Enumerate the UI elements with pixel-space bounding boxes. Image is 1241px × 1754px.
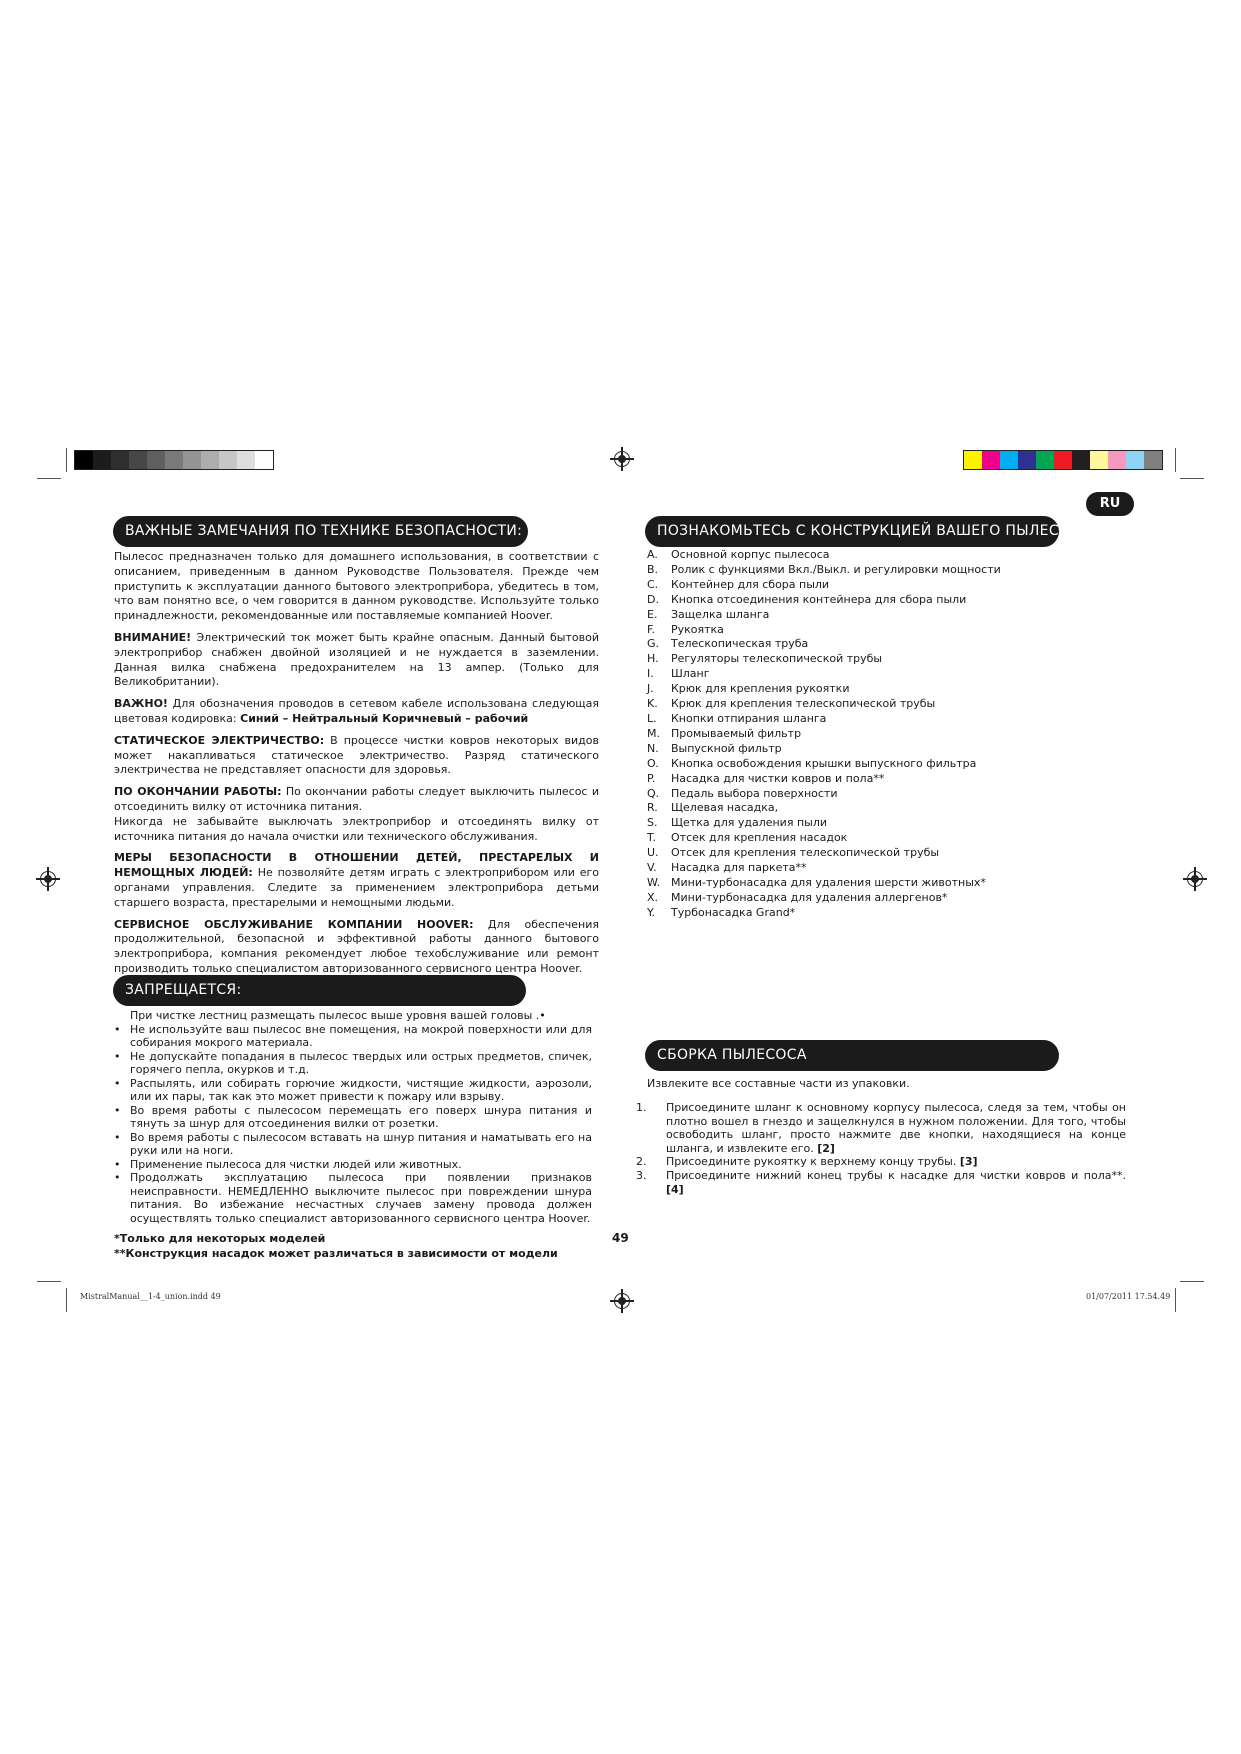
part-item bbox=[647, 593, 1167, 608]
color-swatch bbox=[111, 451, 129, 469]
figure-reference: [4] bbox=[666, 1182, 684, 1196]
part-item bbox=[647, 906, 1167, 921]
color-swatch bbox=[1036, 451, 1054, 469]
part-letter: P. bbox=[647, 771, 656, 785]
part-letter: G. bbox=[647, 637, 660, 651]
language-badge: RU bbox=[1086, 492, 1134, 516]
part-label: Защелка шланга bbox=[671, 607, 770, 621]
part-label: Крюк для крепления телескопической трубы bbox=[671, 697, 936, 711]
registration-mark-icon bbox=[1187, 871, 1203, 887]
slug-timestamp: 01/07/2011 17.54.49 bbox=[1086, 1292, 1171, 1301]
page-number: 49 bbox=[612, 1231, 629, 1245]
footnote-2: **Конструкция насадок может различаться в зависимости от модели bbox=[114, 1246, 558, 1260]
part-letter: S. bbox=[647, 816, 658, 830]
color-swatch bbox=[1144, 451, 1162, 469]
crop-mark bbox=[66, 1288, 67, 1312]
part-item bbox=[647, 891, 1167, 906]
part-letter: W. bbox=[647, 875, 661, 889]
part-letter: N. bbox=[647, 741, 659, 755]
part-letter: U. bbox=[647, 846, 659, 860]
color-swatch bbox=[93, 451, 111, 469]
figure-reference: [2] bbox=[817, 1141, 835, 1155]
crop-mark bbox=[1175, 1288, 1176, 1312]
part-item bbox=[647, 697, 1167, 712]
part-label: Телескопическая труба bbox=[671, 637, 809, 651]
part-item bbox=[647, 861, 1167, 876]
crop-mark bbox=[37, 478, 61, 479]
color-swatch bbox=[1054, 451, 1072, 469]
forbidden-item: • Применение пылесоса для чистки людей или животных. bbox=[114, 1158, 592, 1172]
part-letter: I. bbox=[647, 667, 654, 681]
part-label: Кнопки отпирания шланга bbox=[671, 711, 827, 725]
assembly-heading: СБОРКА ПЫЛЕСОСА bbox=[645, 1040, 1059, 1071]
grayscale-calibration-strip bbox=[74, 450, 274, 470]
parts-heading: ПОЗНАКОМЬТЕСЬ С КОНСТРУКЦИЕЙ ВАШЕГО ПЫЛЕСОСА bbox=[645, 516, 1059, 547]
forbidden-item: • Не используйте ваш пылесос вне помещения, на мокрой поверхности или для собирания мокрого материала. bbox=[114, 1023, 592, 1050]
part-item bbox=[647, 787, 1167, 802]
part-label: Щетка для удаления пыли bbox=[671, 816, 828, 830]
part-label: Выпускной фильтр bbox=[671, 741, 782, 755]
forbidden-item: • Во время работы с пылесосом вставать на шнур питания и наматывать его на руки или на ноги. bbox=[114, 1131, 592, 1158]
warning-label: ВНИМАНИЕ! bbox=[114, 630, 192, 644]
color-swatch bbox=[982, 451, 1000, 469]
part-letter: E. bbox=[647, 607, 658, 621]
part-item bbox=[647, 831, 1167, 846]
step-number: 2. bbox=[636, 1155, 647, 1169]
color-swatch bbox=[1018, 451, 1036, 469]
part-item bbox=[647, 637, 1167, 652]
part-item bbox=[647, 757, 1167, 772]
part-letter: X. bbox=[647, 890, 659, 904]
end-of-work-paragraph: ПО ОКОНЧАНИИ РАБОТЫ: По окончании работы следует выключить пылесос и отсоединить вилку от источника питания. bbox=[114, 785, 600, 813]
static-paragraph: СТАТИЧЕСКОЕ ЭЛЕКТРИЧЕСТВО: В процессе чистки ковров некоторых видов может накапливаться статическое электричество. Разряд статического электричества не представляет опасности для здоровья. bbox=[114, 733, 599, 777]
part-item bbox=[647, 727, 1167, 742]
forbidden-item: • Не допускайте попадания в пылесос твердых или острых предметов, спичек, горячего пепла, окурков и т.д. bbox=[114, 1050, 592, 1077]
footnote-1: *Только для некоторых моделей bbox=[114, 1232, 326, 1245]
part-label: Промываемый фильтр bbox=[671, 726, 802, 740]
service-paragraph: СЕРВИСНОЕ ОБСЛУЖИВАНИЕ КОМПАНИИ HOOVER: Для обеспечения продолжительной, безопасной и эффективной работы данного бытового электроприбора, компания рекомендует любое техобслуживание или ремонт производить только специалистом авторизованного сервисного центра Hoover. bbox=[114, 917, 599, 975]
part-letter: D. bbox=[647, 592, 659, 606]
part-item bbox=[647, 801, 1167, 816]
color-swatch bbox=[219, 451, 237, 469]
forbidden-item: • Распылять, или собирать горючие жидкости, чистящие жидкости, аэрозоли, или их пары, так как это может привести к пожару или взрыву. bbox=[114, 1077, 592, 1104]
part-letter: Q. bbox=[647, 786, 660, 800]
safety-section bbox=[114, 550, 599, 984]
footnotes bbox=[114, 1232, 558, 1261]
warning-paragraph: ВНИМАНИЕ! Электрический ток может быть крайне опасным. Данный бытовой электроприбор снабжен двойной изоляцией и не нуждается в заземлении. Данная вилка снабжена предохранителем на 13 ампер. (Только для Великобритании). bbox=[114, 630, 599, 689]
part-label: Регуляторы телескопической трубы bbox=[671, 652, 883, 666]
part-label: Щелевая насадка, bbox=[671, 801, 779, 815]
step-text: Присоедините рукоятку к верхнему концу трубы. [3] bbox=[666, 1155, 978, 1169]
color-swatch bbox=[129, 451, 147, 469]
forbidden-item: • Во время работы с пылесосом перемещать его поверх шнура питания и тянуть за шнур для отсоединения вилки от розетки. bbox=[114, 1104, 592, 1131]
part-letter: C. bbox=[647, 577, 659, 591]
forbidden-item: При чистке лестниц размещать пылесос выше уровня вашей головы .• bbox=[130, 1009, 546, 1022]
service-label: СЕРВИСНОЕ ОБСЛУЖИВАНИЕ КОМПАНИИ HOOVER: bbox=[114, 917, 474, 931]
part-item bbox=[647, 608, 1167, 623]
static-label: СТАТИЧЕСКОЕ ЭЛЕКТРИЧЕСТВО: bbox=[114, 733, 325, 747]
part-label: Педаль выбора поверхности bbox=[671, 786, 838, 800]
step-text: Присоедините шланг к основному корпусу пылесоса, следя за тем, чтобы он плотно вошел в гнездо и защелкнулся в нужном положении. Для того, чтобы освободить шланг, просто нажмите две кнопки, находящиеся на конце шланга, и извлеките его. [2] bbox=[666, 1101, 1126, 1155]
part-letter: Y. bbox=[647, 905, 655, 919]
part-letter: M. bbox=[647, 726, 660, 740]
part-item bbox=[647, 712, 1167, 727]
part-label: Отсек для крепления телескопической трубы bbox=[671, 846, 940, 860]
part-item bbox=[647, 667, 1167, 682]
slug-file-info: MistralManual__1-4_union.indd 49 bbox=[80, 1292, 221, 1301]
part-label: Контейнер для сбора пыли bbox=[671, 577, 830, 591]
part-letter: T. bbox=[647, 831, 656, 845]
registration-mark-icon bbox=[614, 451, 630, 467]
color-calibration-strip bbox=[963, 450, 1163, 470]
part-item bbox=[647, 772, 1167, 787]
figure-reference: [3] bbox=[959, 1155, 978, 1169]
part-letter: R. bbox=[647, 801, 658, 815]
step-text: Присоедините нижний конец трубы к насадке для чистки ковров и пола**. [4] bbox=[666, 1168, 1126, 1196]
color-swatch bbox=[1108, 451, 1126, 469]
color-swatch bbox=[165, 451, 183, 469]
crop-mark bbox=[1175, 448, 1176, 472]
assembly-section bbox=[636, 1101, 1126, 1196]
part-item bbox=[647, 846, 1167, 861]
end-label: ПО ОКОНЧАНИИ РАБОТЫ: bbox=[114, 785, 282, 799]
part-letter: K. bbox=[647, 697, 658, 711]
part-label: Насадка для чистки ковров и пола** bbox=[671, 771, 885, 785]
part-item bbox=[647, 876, 1167, 891]
color-swatch bbox=[255, 451, 273, 469]
part-letter: A. bbox=[647, 548, 658, 561]
crop-mark bbox=[37, 1281, 61, 1282]
part-item bbox=[647, 682, 1167, 697]
part-label: Шланг bbox=[671, 667, 710, 681]
part-label: Основной корпус пылесоса bbox=[671, 548, 830, 561]
part-item bbox=[647, 652, 1167, 667]
color-swatch bbox=[147, 451, 165, 469]
crop-mark bbox=[1180, 1281, 1204, 1282]
part-label: Турбонасадка Grand* bbox=[671, 905, 796, 919]
forbidden-section bbox=[114, 1009, 592, 1225]
color-swatch bbox=[1090, 451, 1108, 469]
assembly-intro: Извлеките все составные части из упаковки. bbox=[647, 1077, 910, 1090]
color-swatch bbox=[1126, 451, 1144, 469]
color-swatch bbox=[183, 451, 201, 469]
part-letter: V. bbox=[647, 861, 657, 875]
part-item bbox=[647, 563, 1167, 578]
registration-mark-icon bbox=[40, 871, 56, 887]
step-number: 3. bbox=[636, 1168, 647, 1182]
part-label: Ролик с функциями Вкл./Выкл. и регулировки мощности bbox=[671, 562, 1001, 576]
color-swatch bbox=[201, 451, 219, 469]
color-swatch bbox=[964, 451, 982, 469]
assembly-step bbox=[636, 1169, 1126, 1196]
crop-mark bbox=[1180, 478, 1204, 479]
color-swatch bbox=[237, 451, 255, 469]
part-label: Рукоятка bbox=[671, 622, 724, 636]
part-letter: J. bbox=[647, 682, 654, 696]
parts-section bbox=[647, 548, 1167, 921]
part-label: Мини-турбонасадка для удаления шерсти животных* bbox=[671, 875, 986, 889]
part-label: Насадка для паркета** bbox=[671, 861, 807, 875]
end-of-work-note: Никогда не забывайте выключать электроприбор и отсоединять вилку от источника питания до начала очистки или технического обслуживания. bbox=[114, 814, 599, 843]
part-label: Кнопка отсоединения контейнера для сбора пыли bbox=[671, 592, 967, 606]
forbidden-heading: ЗАПРЕЩАЕТСЯ: bbox=[113, 975, 526, 1006]
part-label: Крюк для крепления рукоятки bbox=[671, 682, 850, 696]
assembly-step bbox=[636, 1101, 1126, 1155]
children-paragraph: МЕРЫ БЕЗОПАСНОСТИ В ОТНОШЕНИИ ДЕТЕЙ, ПРЕСТАРЕЛЫХ И НЕМОЩНЫХ ЛЮДЕЙ: Не позволяйте детям играть с электроприбором или его органами управления. Следите за применением электроприбора детьми старшего возраста, престарелыми и немощными людьми. bbox=[114, 851, 599, 909]
registration-mark-icon bbox=[614, 1293, 630, 1309]
forbidden-list bbox=[114, 1009, 592, 1225]
part-item bbox=[647, 578, 1167, 593]
important-label: ВАЖНО! bbox=[114, 697, 168, 711]
part-letter: B. bbox=[647, 562, 659, 576]
part-item bbox=[647, 816, 1167, 831]
part-label: Отсек для крепления насадок bbox=[671, 831, 848, 845]
important-paragraph: ВАЖНО! Для обозначения проводов в сетевом кабеле использована следующая цветовая кодировка: Синий – Нейтральный Коричневый – рабочий bbox=[114, 697, 599, 725]
part-letter: H. bbox=[647, 652, 659, 666]
part-item bbox=[647, 742, 1167, 757]
part-letter: F. bbox=[647, 622, 656, 636]
part-label: Кнопка освобождения крышки выпускного фильтра bbox=[671, 756, 977, 770]
assembly-steps bbox=[636, 1101, 1126, 1196]
parts-list bbox=[647, 548, 1167, 921]
safety-intro: Пылесос предназначен только для домашнего использования, в соответствии с описанием, приведенным в данном Руководстве Пользователя. Прежде чем приступить к эксплуатации данного бытового электроприбора, убедитесь в том, что вам понятно все, о чем говорится в данном руководстве. Используйте только принадлежности, рекомендованные или поставляемые компанией Hoover. bbox=[114, 550, 599, 623]
crop-mark bbox=[66, 448, 67, 472]
part-item bbox=[647, 623, 1167, 638]
safety-heading: ВАЖНЫЕ ЗАМЕЧАНИЯ ПО ТЕХНИКЕ БЕЗОПАСНОСТИ: bbox=[113, 516, 528, 547]
color-swatch bbox=[75, 451, 93, 469]
assembly-step bbox=[636, 1155, 1126, 1169]
part-label: Мини-турбонасадка для удаления аллергенов* bbox=[671, 890, 948, 904]
wire-color-code: Синий – Нейтральный Коричневый – рабочий bbox=[240, 711, 529, 725]
part-letter: O. bbox=[647, 756, 659, 770]
part-letter: L. bbox=[647, 711, 657, 725]
children-label: МЕРЫ БЕЗОПАСНОСТИ В ОТНОШЕНИИ ДЕТЕЙ, ПРЕСТАРЕЛЫХ И НЕМОЩНЫХ ЛЮДЕЙ: bbox=[114, 851, 599, 880]
part-item bbox=[647, 548, 1167, 563]
forbidden-item: • Продолжать эксплуатацию пылесоса при появлении признаков неисправности. НЕМЕДЛЕННО выключите пылесос при повреждении шнура питания. Во избежание несчастных случаев замену провода должен осуществлять только специалист авторизованного сервисного центра Hoover. bbox=[114, 1171, 592, 1225]
color-swatch bbox=[1000, 451, 1018, 469]
color-swatch bbox=[1072, 451, 1090, 469]
step-number: 1. bbox=[636, 1101, 647, 1114]
